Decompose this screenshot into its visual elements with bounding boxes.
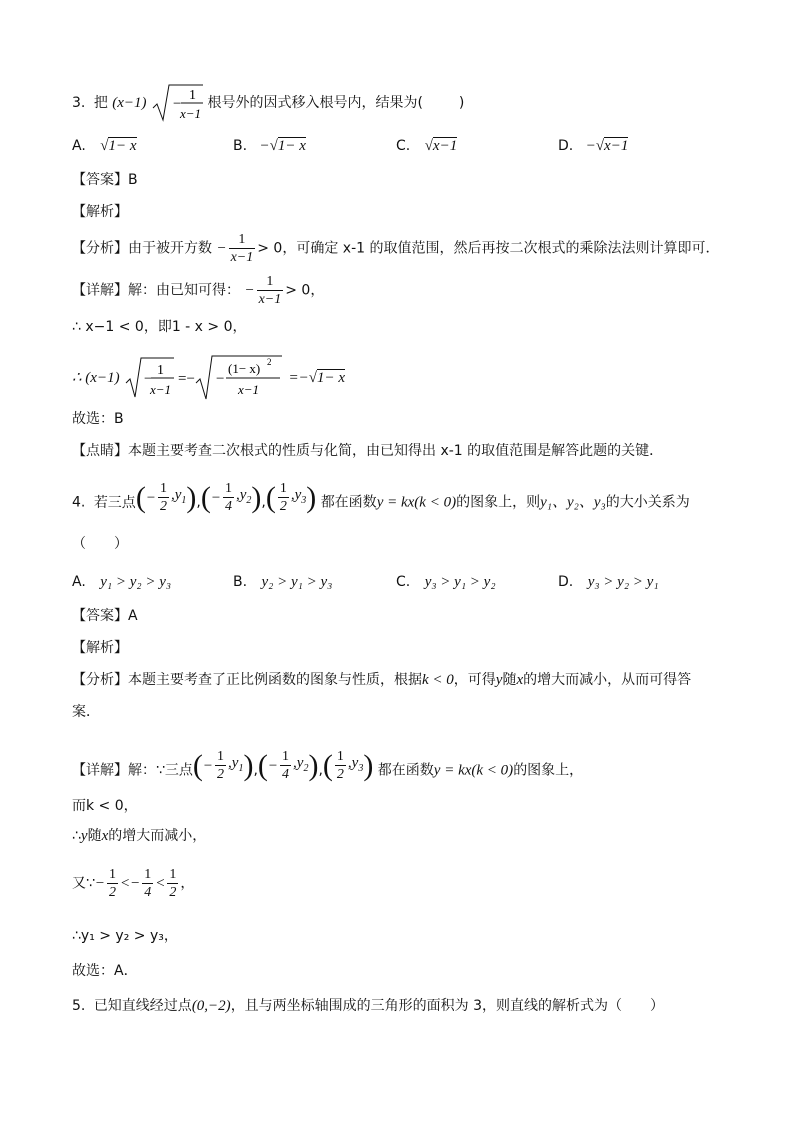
- q4-analysis-heading: 【解析】: [72, 640, 128, 656]
- q4-option-a[interactable]: A. y₁ > y₂ > y₃: [72, 574, 172, 590]
- q5-stem: 5. 已知直线经过点(0,−2)，且与两坐标轴围成的三角形的面积为 3，则直线的解析式为（ ）: [72, 998, 665, 1014]
- question-number: 5.: [72, 998, 86, 1014]
- q4-line-k: 而k < 0，: [72, 798, 138, 814]
- svg-text:−: −: [144, 371, 153, 387]
- q3-option-c[interactable]: C. √x−1: [396, 138, 458, 154]
- q3-option-d[interactable]: D. −√x−1: [558, 138, 629, 154]
- q3-option-a[interactable]: A. √1− x: [72, 138, 137, 154]
- q3-fenxi: 【分析】由于被开方数 − $\frac{1}{x-1}$ > 0，可确定 x-1 的取值范围，然后再按二次根式的乘除法法则计算即可．: [72, 232, 720, 265]
- frac-num: 1: [189, 88, 196, 103]
- q4-line-y: ∴y随x的增大而减小，: [72, 828, 207, 844]
- svg-text:=−: =−: [178, 371, 195, 387]
- question-number: 4.: [72, 494, 86, 511]
- q4-answer: 【答案】A: [72, 608, 138, 624]
- q4-fenxi: 【分析】本题主要考查了正比例函数的图象与性质，根据k < 0，可得y随x的增大而减小，从而可得答: [72, 672, 692, 688]
- q3-answer: 【答案】B: [72, 172, 138, 188]
- q4-line-inequality: 又∵− $\frac{1}{2}$ <− $\frac{1}{4}$ < $\frac{1}{2}$ ，: [72, 867, 195, 900]
- q4-detail: 【详解】解：∵三点 ( − $\frac{1}{2}$ $,y_1$ ) , ( − $\frac{1}{4}$ $,y_2$ ) , ( $\frac{1}{2}$ $,y_3$ ) 都在函数y = kx(k < 0)的图象上，: [72, 748, 584, 782]
- q3-option-b[interactable]: B. −√1− x: [233, 138, 306, 154]
- q3-therefore-1: ∴ x−1 < 0，即1 - x > 0，: [72, 319, 247, 335]
- question-number: 3.: [72, 95, 86, 111]
- q4-option-b[interactable]: B. y₂ > y₁ > y₃: [233, 574, 333, 590]
- svg-text:−: −: [173, 96, 182, 112]
- sqrt-symbol: [151, 82, 203, 124]
- sqrt-expression: [124, 355, 284, 401]
- q3-analysis-heading: 【解析】: [72, 204, 128, 220]
- svg-text:x−1: x−1: [238, 382, 260, 397]
- q4-fenxi-cont: 案．: [72, 704, 100, 720]
- svg-text:−: −: [216, 371, 225, 387]
- svg-text:x−1: x−1: [180, 106, 202, 121]
- q4-option-d[interactable]: D. y₃ > y₂ > y₁: [558, 574, 659, 590]
- fraction: $\frac{1}{x-1}$: [258, 274, 282, 307]
- q4-stem: 4. 若三点 ( − $\frac{1}{2}$ $,y_1$ ) , ( − $\frac{1}{4}$ $,y_2$ ) , ( $\frac{1}{2}$ $,y_3$ ) 都在函数y = kx(k < 0)的图象上，则y₁、y₂、y₃的大小关系为: [72, 480, 690, 514]
- q4-line-result: ∴y₁ > y₂ > y₃，: [72, 928, 178, 944]
- q4-paren: （ ）: [72, 536, 128, 552]
- q3-therefore-2: ∴ (x−1) − 1 x−1 =− − (1− x) 2 x−1 =−√1− x: [72, 355, 345, 401]
- q4-option-c[interactable]: C. y₃ > y₁ > y₂: [396, 574, 496, 590]
- q4-choose: 故选：A．: [72, 963, 138, 979]
- svg-text:2: 2: [267, 357, 272, 367]
- q3-choose: 故选：B: [72, 411, 124, 427]
- fraction: $\frac{1}{x-1}$: [230, 232, 254, 265]
- q3-dianjing: 【点睛】本题主要考查二次根式的性质与化简，由已知得出 x-1 的取值范围是解答此题的关键．: [72, 443, 664, 459]
- svg-text:x−1: x−1: [150, 382, 172, 397]
- svg-text:1: 1: [157, 363, 165, 378]
- q3-stem: 3. 把 (x−1) − 1 x−1 根号外的因式移入根号内，结果为( ): [72, 82, 464, 124]
- q3-detail: 【详解】解：由已知可得： − $\frac{1}{x-1}$ > 0，: [72, 274, 325, 307]
- svg-text:(1− x): (1− x): [228, 361, 261, 376]
